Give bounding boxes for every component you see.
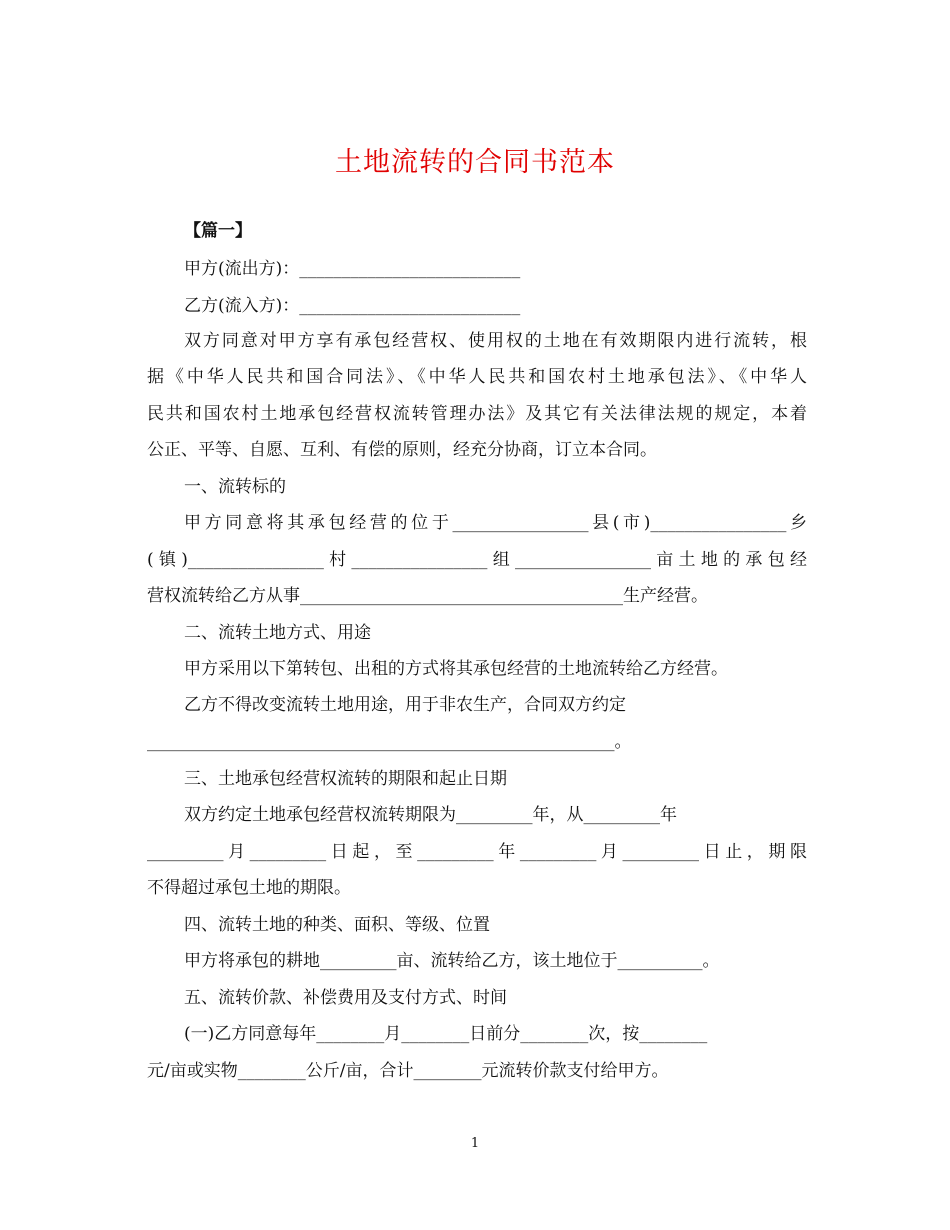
paragraph-line: 营权流转给乙方从事______________________________________生产经营。: [147, 586, 708, 606]
paragraph-line: 公正、平等、自愿、互利、有偿的原则，经充分协商，订立本合同。: [147, 440, 657, 460]
paragraph-line: 甲方将承包的耕地_________亩、流转给乙方，该土地位于__________。: [184, 951, 720, 971]
party-a-line: 甲方(流出方)：__________________________: [184, 259, 521, 279]
paragraph-line: 双方同意对甲方享有承包经营权、使用权的土地在有效期限内进行流转，根: [184, 331, 807, 351]
document-title: 土地流转的合同书范本: [335, 147, 615, 178]
clause-heading: 四、流转土地的种类、面积、等级、位置: [184, 915, 490, 935]
paragraph-line: 甲方采用以下第转包、出租的方式将其承包经营的土地流转给乙方经营。: [184, 659, 728, 679]
paragraph-line: 不得超过承包土地的期限。: [147, 878, 351, 898]
clause-heading: 三、土地承包经营权流转的期限和起止日期: [184, 769, 507, 789]
paragraph-line: 据《中华人民共和国合同法》、《中华人民共和国农村土地承包法》、《中华人: [147, 367, 807, 387]
paragraph-line: 乙方不得改变流转土地用途，用于非农生产，合同双方约定: [184, 695, 626, 715]
clause-heading: 五、流转价款、补偿费用及支付方式、时间: [184, 988, 507, 1008]
paragraph-line: 甲方同意将其承包经营的位于________________县(市)________________乡: [184, 513, 807, 533]
paragraph-line: (镇)________________村________________组________________亩土地的承包经: [147, 550, 807, 570]
paragraph-line: _______________________________________________________。: [147, 732, 632, 752]
clause-heading: 二、流转土地方式、用途: [184, 623, 371, 643]
page-number: 1: [470, 1136, 480, 1151]
party-b-line: 乙方(流入方)：__________________________: [184, 296, 521, 316]
paragraph-line: _________月_________日起，至_________年_________月_________日止，期限: [147, 842, 807, 862]
paragraph-line: 双方约定土地承包经营权流转期限为_________年，从_________年: [184, 805, 677, 825]
paragraph-line: (一)乙方同意每年________月________日前分________次，按________: [184, 1024, 708, 1044]
clause-heading: 一、流转标的: [184, 477, 286, 497]
section-label: 【篇一】: [184, 221, 252, 241]
paragraph-line: 元/亩或实物________公斤/亩，合计________元流转价款支付给甲方。: [147, 1061, 669, 1081]
paragraph-line: 民共和国农村土地承包经营权流转管理办法》及其它有关法律法规的规定，本着: [147, 404, 807, 424]
